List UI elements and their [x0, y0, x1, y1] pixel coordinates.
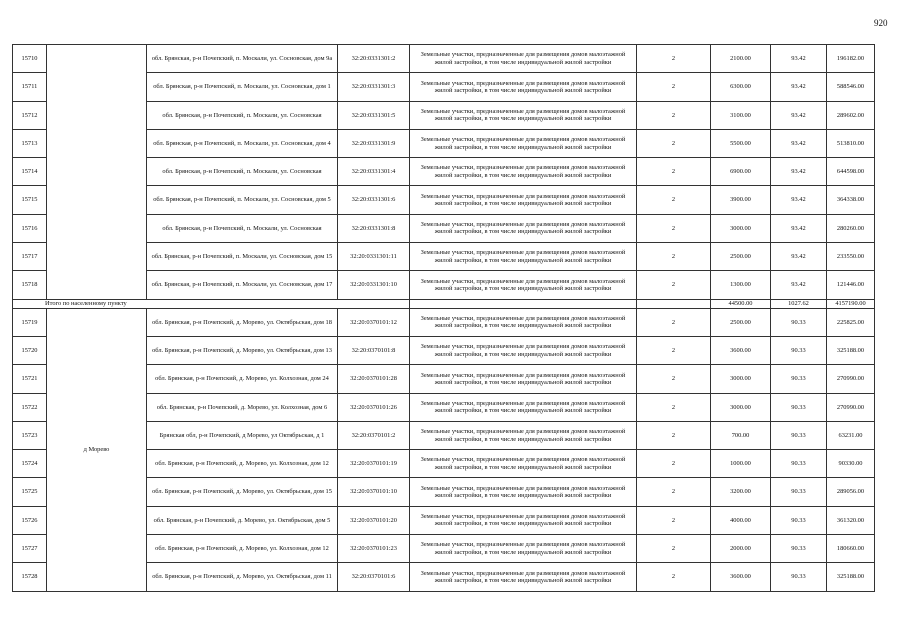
row-area: 3900.00: [711, 186, 771, 214]
row-id: 15718: [13, 271, 47, 299]
row-area: 3000.00: [711, 365, 771, 393]
row-id: 15711: [13, 73, 47, 101]
page-number: 920: [874, 18, 888, 28]
row-rate: 93.42: [771, 129, 827, 157]
row-value: 289602.00: [827, 101, 875, 129]
row-area: 4000.00: [711, 506, 771, 534]
row-land-use: Земельные участки, предназначенные для размещения домов малоэтажной жилой застройки, в том числе индивидуальной жилой застройки: [410, 478, 637, 506]
row-rate: 90.33: [771, 450, 827, 478]
row-land-use: Земельные участки, предназначенные для размещения домов малоэтажной жилой застройки, в том числе индивидуальной жилой застройки: [410, 421, 637, 449]
row-cadastral-number: 32:20:0370101:8: [338, 336, 410, 364]
row-area: 1300.00: [711, 271, 771, 299]
row-address: Брянская обл, р-н Почепский, д Морево, ул Октябрьская, д 1: [147, 421, 338, 449]
row-value: 644598.00: [827, 158, 875, 186]
row-id: 15727: [13, 535, 47, 563]
row-land-use: Земельные участки, предназначенные для размещения домов малоэтажной жилой застройки, в том числе индивидуальной жилой застройки: [410, 308, 637, 336]
row-land-use: Земельные участки, предназначенные для размещения домов малоэтажной жилой застройки, в том числе индивидуальной жилой застройки: [410, 186, 637, 214]
row-area: 2100.00: [711, 45, 771, 73]
row-address: обл. Брянская, р-н Почепский, д. Морево, ул. Колхозная, дом 12: [147, 535, 338, 563]
row-rate: 90.33: [771, 393, 827, 421]
row-area: 3100.00: [711, 101, 771, 129]
row-cadastral-number: 32:20:0331301:8: [338, 214, 410, 242]
row-land-use: Земельные участки, предназначенные для размещения домов малоэтажной жилой застройки, в том числе индивидуальной жилой застройки: [410, 563, 637, 591]
row-category: 2: [637, 506, 711, 534]
row-address: обл. Брянская, р-н Почепский, п. Москали, ул. Сосновская, дом 5: [147, 186, 338, 214]
row-value: 63231.00: [827, 421, 875, 449]
row-category: 2: [637, 535, 711, 563]
row-rate: 90.33: [771, 336, 827, 364]
row-area: 3200.00: [711, 478, 771, 506]
row-land-use: Земельные участки, предназначенные для размещения домов малоэтажной жилой застройки, в том числе индивидуальной жилой застройки: [410, 535, 637, 563]
row-area: 3600.00: [711, 336, 771, 364]
row-area: 2500.00: [711, 308, 771, 336]
row-id: 15728: [13, 563, 47, 591]
table-row: [13, 308, 875, 336]
row-address: обл. Брянская, р-н Почепский, д. Морево, ул. Октябрьская, дом 11: [147, 563, 338, 591]
row-value: 90330.00: [827, 450, 875, 478]
row-address: обл. Брянская, р-н Почепский, д. Морево, ул. Колхозная, дом 12: [147, 450, 338, 478]
row-rate: 93.42: [771, 214, 827, 242]
row-address: обл. Брянская, р-н Почепский, п. Москали, ул. Сосновская, дом 4: [147, 129, 338, 157]
row-category: 2: [637, 243, 711, 271]
row-address: обл. Брянская, р-н Почепский, д. Морево, ул. Октябрьская, дом 13: [147, 336, 338, 364]
row-cadastral-number: 32:20:0331301:11: [338, 243, 410, 271]
row-land-use: Земельные участки, предназначенные для размещения домов малоэтажной жилой застройки, в том числе индивидуальной жилой застройки: [410, 73, 637, 101]
row-cadastral-number: 32:20:0370101:20: [338, 506, 410, 534]
group-moskali-rows: [13, 45, 875, 300]
row-land-use: Земельные участки, предназначенные для размещения домов малоэтажной жилой застройки, в том числе индивидуальной жилой застройки: [410, 214, 637, 242]
subtotal-area: 44500.00: [711, 299, 771, 308]
row-address: обл. Брянская, р-н Почепский, п. Москали, ул. Сосновская: [147, 158, 338, 186]
row-address: обл. Брянская, р-н Почепский, п. Москали, ул. Сосновская, дом 9а: [147, 45, 338, 73]
row-id: 15715: [13, 186, 47, 214]
row-land-use: Земельные участки, предназначенные для размещения домов малоэтажной жилой застройки, в том числе индивидуальной жилой застройки: [410, 158, 637, 186]
row-cadastral-number: 32:20:0331301:6: [338, 186, 410, 214]
row-area: 5500.00: [711, 129, 771, 157]
row-category: 2: [637, 271, 711, 299]
row-category: 2: [637, 101, 711, 129]
row-id: 15726: [13, 506, 47, 534]
row-rate: 93.42: [771, 45, 827, 73]
row-value: 225825.00: [827, 308, 875, 336]
row-land-use: Земельные участки, предназначенные для размещения домов малоэтажной жилой застройки, в том числе индивидуальной жилой застройки: [410, 336, 637, 364]
table-row: [13, 45, 875, 73]
row-cadastral-number: 32:20:0331301:4: [338, 158, 410, 186]
row-cadastral-number: 32:20:0331301:3: [338, 73, 410, 101]
row-id: 15721: [13, 365, 47, 393]
row-rate: 90.33: [771, 308, 827, 336]
row-cadastral-number: 32:20:0331301:9: [338, 129, 410, 157]
row-land-use: Земельные участки, предназначенные для размещения домов малоэтажной жилой застройки, в том числе индивидуальной жилой застройки: [410, 450, 637, 478]
row-cadastral-number: 32:20:0331301:5: [338, 101, 410, 129]
row-rate: 90.33: [771, 563, 827, 591]
row-address: обл. Брянская, р-н Почепский, п. Москали, ул. Сосновская, дом 15: [147, 243, 338, 271]
row-value: 196182.00: [827, 45, 875, 73]
row-value: 364338.00: [827, 186, 875, 214]
row-area: 3600.00: [711, 563, 771, 591]
row-area: 1000.00: [711, 450, 771, 478]
row-land-use: Земельные участки, предназначенные для размещения домов малоэтажной жилой застройки, в том числе индивидуальной жилой застройки: [410, 365, 637, 393]
subtotal-label: Итого по населенному пункту: [13, 299, 410, 308]
row-area: 2500.00: [711, 243, 771, 271]
row-land-use: Земельные участки, предназначенные для размещения домов малоэтажной жилой застройки, в том числе индивидуальной жилой застройки: [410, 243, 637, 271]
row-cadastral-number: 32:20:0370101:28: [338, 365, 410, 393]
row-cadastral-number: 32:20:0370101:6: [338, 563, 410, 591]
row-rate: 90.33: [771, 506, 827, 534]
row-cadastral-number: 32:20:0331301:2: [338, 45, 410, 73]
subtotal-row: [13, 299, 875, 308]
row-address: обл. Брянская, р-н Почепский, п. Москали, ул. Сосновская: [147, 101, 338, 129]
row-category: 2: [637, 563, 711, 591]
row-category: 2: [637, 478, 711, 506]
row-category: 2: [637, 308, 711, 336]
row-category: 2: [637, 421, 711, 449]
row-value: 325188.00: [827, 336, 875, 364]
row-value: 233550.00: [827, 243, 875, 271]
row-address: обл. Брянская, р-н Почепский, п. Москали, ул. Сосновская, дом 17: [147, 271, 338, 299]
row-value: 289056.00: [827, 478, 875, 506]
row-area: 2000.00: [711, 535, 771, 563]
row-value: 361320.00: [827, 506, 875, 534]
row-area: 700.00: [711, 421, 771, 449]
row-value: 121446.00: [827, 271, 875, 299]
subtotal-value: 4157190.00: [827, 299, 875, 308]
row-id: 15720: [13, 336, 47, 364]
row-rate: 90.33: [771, 535, 827, 563]
row-id: 15714: [13, 158, 47, 186]
row-cadastral-number: 32:20:0370101:23: [338, 535, 410, 563]
group-morevo-rows: [13, 308, 875, 591]
row-value: 180660.00: [827, 535, 875, 563]
row-address: обл. Брянская, р-н Почепский, д. Морево, ул. Октябрьская, дом 15: [147, 478, 338, 506]
row-category: 2: [637, 393, 711, 421]
row-cadastral-number: 32:20:0331301:10: [338, 271, 410, 299]
row-id: 15724: [13, 450, 47, 478]
row-category: 2: [637, 450, 711, 478]
row-rate: 93.42: [771, 158, 827, 186]
row-id: 15725: [13, 478, 47, 506]
row-address: обл. Брянская, р-н Почепский, д. Морево, ул. Колхозная, дом 24: [147, 365, 338, 393]
row-id: 15723: [13, 421, 47, 449]
row-address: обл. Брянская, р-н Почепский, д. Морево, ул. Октябрьская, дом 18: [147, 308, 338, 336]
row-value: 325188.00: [827, 563, 875, 591]
row-category: 2: [637, 365, 711, 393]
row-address: обл. Брянская, р-н Почепский, д. Морево, ул. Колхозная, дом 6: [147, 393, 338, 421]
row-id: 15722: [13, 393, 47, 421]
row-value: 280260.00: [827, 214, 875, 242]
row-id: 15719: [13, 308, 47, 336]
subtotal-empty: [410, 299, 637, 308]
locality-name: д Морево: [47, 308, 147, 591]
row-address: обл. Брянская, р-н Почепский, п. Москали, ул. Сосновская: [147, 214, 338, 242]
row-rate: 93.42: [771, 186, 827, 214]
row-category: 2: [637, 214, 711, 242]
row-rate: 90.33: [771, 421, 827, 449]
row-cadastral-number: 32:20:0370101:2: [338, 421, 410, 449]
row-id: 15713: [13, 129, 47, 157]
subtotal-section: [13, 299, 875, 308]
row-cadastral-number: 32:20:0370101:10: [338, 478, 410, 506]
row-value: 513810.00: [827, 129, 875, 157]
row-category: 2: [637, 129, 711, 157]
subtotal-empty: [637, 299, 711, 308]
row-area: 6900.00: [711, 158, 771, 186]
row-cadastral-number: 32:20:0370101:19: [338, 450, 410, 478]
row-cadastral-number: 32:20:0370101:12: [338, 308, 410, 336]
row-land-use: Земельные участки, предназначенные для размещения домов малоэтажной жилой застройки, в том числе индивидуальной жилой застройки: [410, 129, 637, 157]
row-value: 588546.00: [827, 73, 875, 101]
row-value: 270990.00: [827, 365, 875, 393]
row-land-use: Земельные участки, предназначенные для размещения домов малоэтажной жилой застройки, в том числе индивидуальной жилой застройки: [410, 101, 637, 129]
row-category: 2: [637, 158, 711, 186]
row-cadastral-number: 32:20:0370101:26: [338, 393, 410, 421]
row-rate: 93.42: [771, 101, 827, 129]
row-address: обл. Брянская, р-н Почепский, д. Морево, ул. Октябрьская, дом 5: [147, 506, 338, 534]
subtotal-rate: 1027.62: [771, 299, 827, 308]
row-area: 6300.00: [711, 73, 771, 101]
row-land-use: Земельные участки, предназначенные для размещения домов малоэтажной жилой застройки, в том числе индивидуальной жилой застройки: [410, 271, 637, 299]
row-rate: 93.42: [771, 243, 827, 271]
row-land-use: Земельные участки, предназначенные для размещения домов малоэтажной жилой застройки, в том числе индивидуальной жилой застройки: [410, 45, 637, 73]
row-land-use: Земельные участки, предназначенные для размещения домов малоэтажной жилой застройки, в том числе индивидуальной жилой застройки: [410, 393, 637, 421]
row-rate: 90.33: [771, 365, 827, 393]
row-category: 2: [637, 73, 711, 101]
row-area: 3000.00: [711, 214, 771, 242]
land-register-table: [12, 44, 875, 592]
row-id: 15710: [13, 45, 47, 73]
locality-cell: [47, 45, 147, 300]
row-rate: 93.42: [771, 73, 827, 101]
row-id: 15716: [13, 214, 47, 242]
row-value: 270990.00: [827, 393, 875, 421]
row-category: 2: [637, 336, 711, 364]
row-category: 2: [637, 186, 711, 214]
row-id: 15712: [13, 101, 47, 129]
row-rate: 93.42: [771, 271, 827, 299]
row-rate: 90.33: [771, 478, 827, 506]
row-area: 3000.00: [711, 393, 771, 421]
row-id: 15717: [13, 243, 47, 271]
row-address: обл. Брянская, р-н Почепский, п. Москали, ул. Сосновская, дом 1: [147, 73, 338, 101]
row-land-use: Земельные участки, предназначенные для размещения домов малоэтажной жилой застройки, в том числе индивидуальной жилой застройки: [410, 506, 637, 534]
row-category: 2: [637, 45, 711, 73]
